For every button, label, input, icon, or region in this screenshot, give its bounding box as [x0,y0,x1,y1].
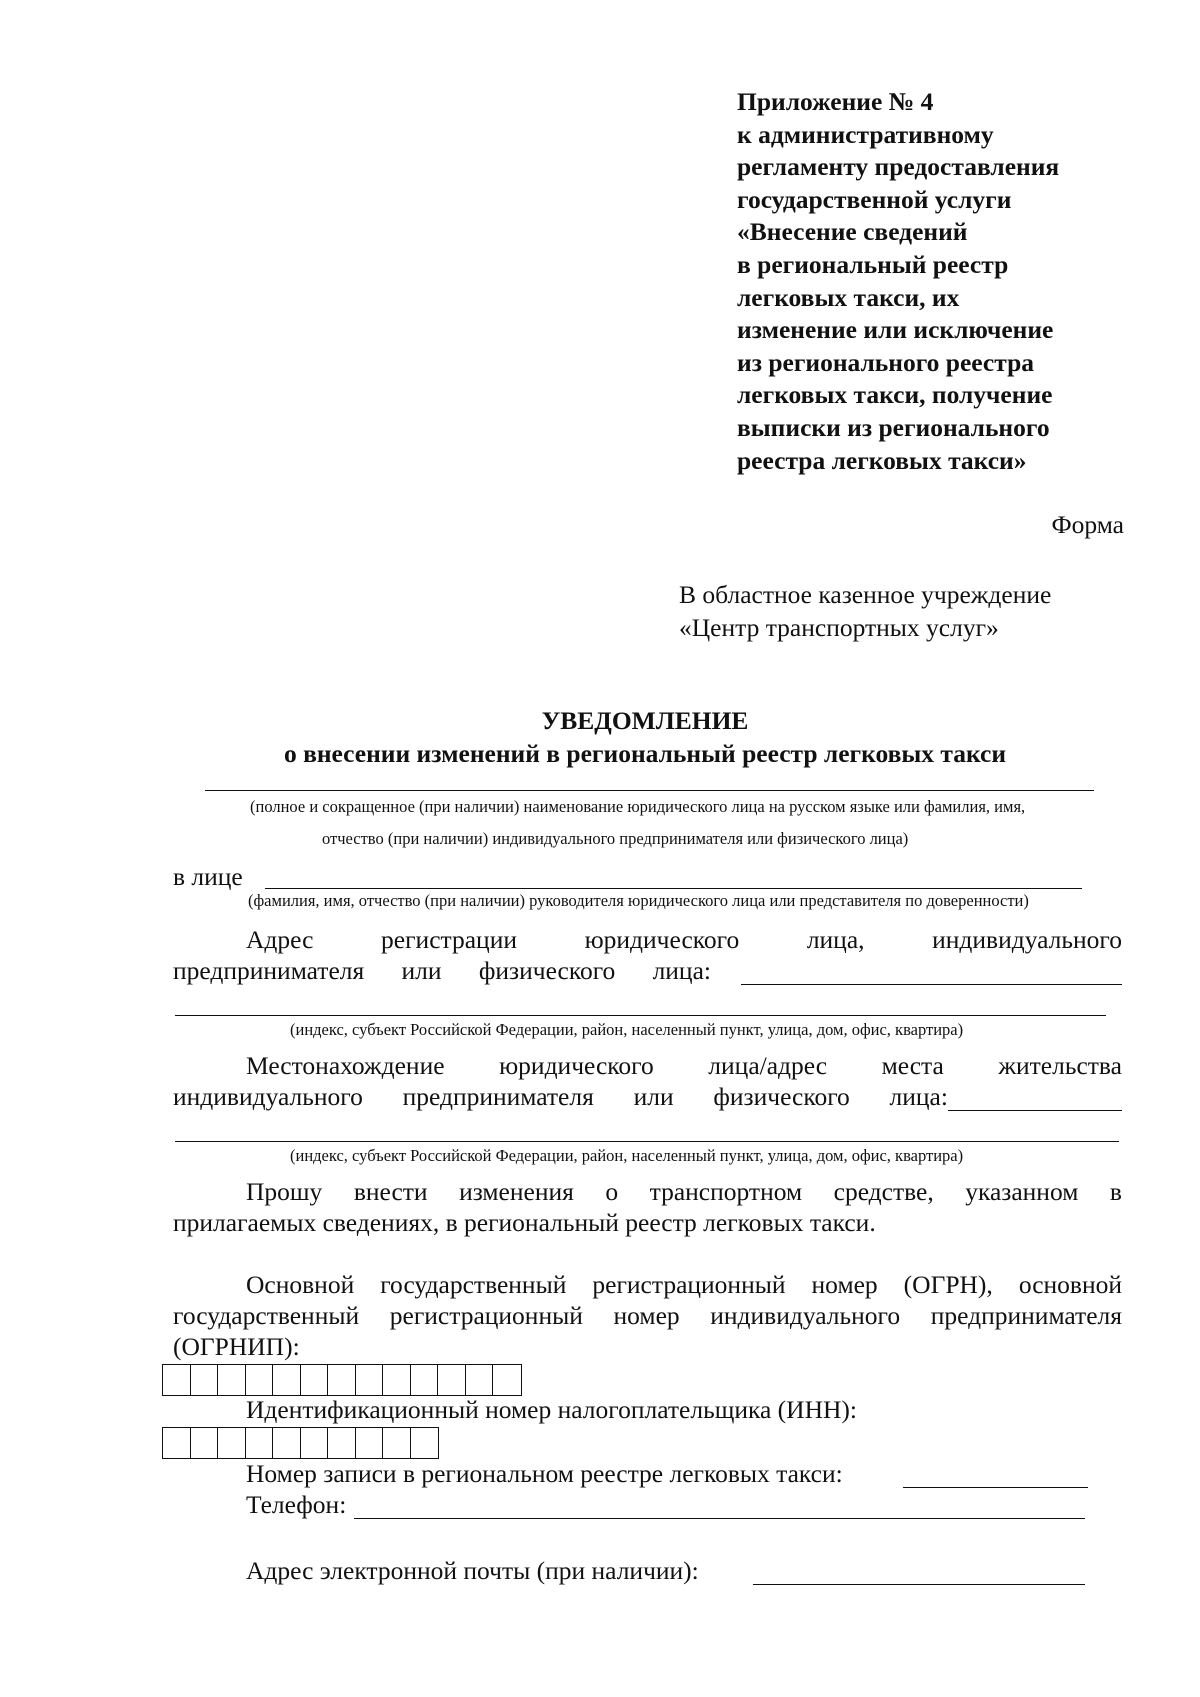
inn-digit-cell[interactable] [246,1428,274,1458]
word: регистрации [381,925,517,954]
word: или [401,956,442,985]
word: номер [811,1270,878,1299]
annex-line: в региональный реестр [737,249,1009,279]
word: Адрес [246,925,314,954]
location-line-1 [246,1051,1122,1081]
word: номер [613,1301,680,1330]
word: юридического [499,1051,654,1080]
ogrn-digit-cell[interactable] [383,1365,411,1395]
ogrn-line-2 [173,1301,1122,1331]
phone-label: Телефон: [246,1490,347,1519]
ogrn-line-3: (ОГРНИП): [173,1332,300,1361]
inn-digit-cell[interactable] [301,1428,329,1458]
ogrn-digit-cell[interactable] [218,1365,246,1395]
annex-line: легковых такси, их [737,282,960,312]
annex-line: Приложение № 4 [737,87,934,116]
addressee-line-2: «Центр транспортных услуг» [679,613,999,642]
email-field-line[interactable] [753,1584,1085,1585]
ogrn-digit-cell[interactable] [328,1365,356,1395]
ogrn-digit-cell[interactable] [163,1365,191,1395]
phone-field-line[interactable] [354,1518,1085,1519]
inn-digit-cell[interactable] [163,1428,191,1458]
word: или [633,1082,674,1111]
location-field-line[interactable] [948,1110,1122,1111]
ogrn-digit-cell[interactable] [301,1365,329,1395]
name-field-line[interactable] [205,790,1094,791]
ogrn-line-1 [246,1270,1122,1300]
word: юридического [584,925,740,954]
annex-line: регламенту предоставления [737,152,1060,182]
ogrn-digit-cell[interactable] [356,1365,384,1395]
word: индивидуального [710,1301,901,1330]
ogrn-digit-cell[interactable] [191,1365,219,1395]
name-caption-1: (полное и сокращенное (при наличии) наименование юридического лица на русском языке или фамилия, имя, [250,797,1026,816]
word: основной [1018,1270,1122,1299]
location-line-2 [173,1082,948,1112]
addressee-line-1: В областное казенное учреждение [679,580,1052,609]
annex-line: выписки из регионального [737,412,1050,442]
inn-digit-cell[interactable] [383,1428,411,1458]
word: предпринимателя [402,1082,594,1111]
registry-record-field-line[interactable] [903,1487,1088,1488]
ogrn-input-grid[interactable] [162,1364,522,1396]
annex-line: к административному [737,119,994,149]
annex-line: из регионального реестра [737,347,1035,377]
word: лица: [889,1082,948,1111]
word: транспортном [649,1177,803,1206]
word: внести [353,1177,428,1206]
word: физического [713,1082,850,1111]
word: изменения [459,1177,574,1206]
word: государственный [173,1301,360,1330]
location-field-line-2[interactable] [175,1141,1119,1142]
ogrn-digit-cell[interactable] [273,1365,301,1395]
location-caption: (индекс, субъект Российской Федерации, район, населенный пункт, улица, дом, офис, квартира) [290,1146,964,1165]
annex-line: легковых такси, получение [737,380,1053,410]
reg-address-field-line[interactable] [741,984,1122,985]
request-line-1 [246,1177,1122,1207]
word: о [605,1177,619,1206]
annex-line: реестра легковых такси» [737,445,1027,475]
inn-digit-cell[interactable] [411,1428,439,1458]
word: средстве, [833,1177,934,1206]
word: индивидуального [173,1082,363,1111]
word: лица: [652,956,711,985]
ogrn-digit-cell[interactable] [493,1365,521,1395]
word: индивидуального [932,925,1122,954]
inn-digit-cell[interactable] [356,1428,384,1458]
email-label: Адрес электронной почты (при наличии): [246,1556,699,1585]
inn-input-grid[interactable] [162,1427,439,1459]
document-title: УВЕДОМЛЕНИЕ [541,706,749,735]
inn-digit-cell[interactable] [218,1428,246,1458]
inn-digit-cell[interactable] [328,1428,356,1458]
word: Прошу [246,1177,323,1206]
inn-digit-cell[interactable] [191,1428,219,1458]
in-person-caption: (фамилия, имя, отчество (при наличии) руководителя юридического лица или представителя по доверенности) [248,891,1029,910]
ogrn-digit-cell[interactable] [246,1365,274,1395]
word: предпринимателя [930,1301,1122,1330]
word: в [1109,1177,1122,1206]
addressee [679,578,1051,644]
word: регистрационный [389,1301,583,1330]
word: лица/адрес [708,1051,828,1080]
ogrn-digit-cell[interactable] [466,1365,494,1395]
word: предпринимателя [173,956,365,985]
word: места [881,1051,944,1080]
annex-line: государственной услуги [737,184,1012,214]
document-subtitle: о внесении изменений в региональный реестр легковых такси [283,739,1007,768]
word: государственный [380,1270,567,1299]
request-line-2: прилагаемых сведениях, в региональный реестр легковых такси. [173,1208,876,1237]
in-person-label: в лице [173,862,243,891]
word: регистрационный [592,1270,786,1299]
reg-address-caption: (индекс, субъект Российской Федерации, район, населенный пункт, улица, дом, офис, квартира) [290,1020,964,1039]
reg-address-field-line-2[interactable] [175,1015,1106,1016]
form-label: Форма [1051,510,1124,539]
word: Местонахождение [246,1051,445,1080]
word: указанном [965,1177,1079,1206]
annex-header [737,86,1157,477]
word: Основной [246,1270,355,1299]
reg-address-line-2 [173,956,711,986]
inn-digit-cell[interactable] [273,1428,301,1458]
word: лица, [806,925,865,954]
ogrn-digit-cell[interactable] [411,1365,439,1395]
registry-record-label: Номер записи в региональном реестре легковых такси: [246,1459,843,1488]
name-caption-2: отчество (при наличии) индивидуального предпринимателя или физического лица) [322,829,909,848]
word: жительства [998,1051,1122,1080]
ogrn-digit-cell[interactable] [438,1365,466,1395]
annex-line: «Внесение сведений [737,217,968,247]
word: физического [478,956,616,985]
word: (ОГРН), [903,1270,993,1299]
reg-address-line-1 [246,925,1122,955]
annex-line: изменение или исключение [737,315,1054,345]
in-person-field-line[interactable] [265,888,1082,889]
inn-label: Идентификационный номер налогоплательщика (ИНН): [246,1395,857,1424]
